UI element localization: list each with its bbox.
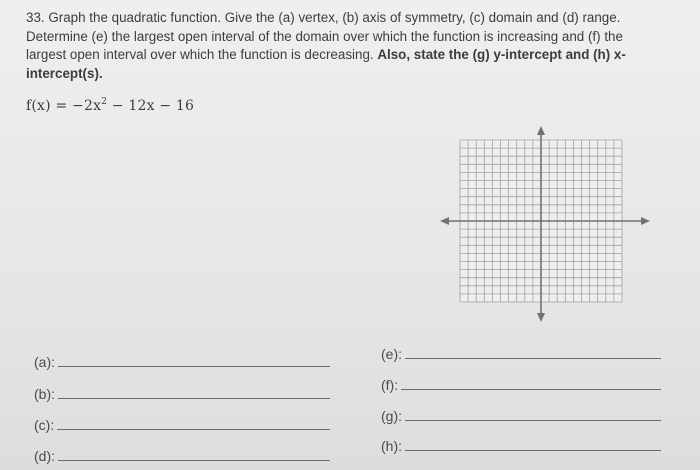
answer-d-blank[interactable] xyxy=(58,460,330,461)
answer-f-label: (f): xyxy=(381,377,399,393)
formula-exponent: 2 xyxy=(101,97,108,107)
y-axis-down-arrow-icon xyxy=(537,313,545,322)
answer-b-label: (b): xyxy=(34,386,55,402)
problem-number: 33. xyxy=(26,10,45,25)
answer-g-label: (g): xyxy=(381,408,402,424)
coordinate-grid xyxy=(440,126,650,322)
x-axis-left-arrow-icon xyxy=(440,217,449,225)
problem-text: Graph the quadratic function. Give the (a) vertex, (b) axis of symmetry, (c) domain and (d) range. Determine (e) the largest open interval of the domain over which the function is increasing and (f) the largest open interval over which the function is decreasing. xyxy=(26,10,623,62)
answer-d-label: (d): xyxy=(34,448,55,464)
coordinate-grid-svg xyxy=(440,126,650,322)
answer-e-blank[interactable] xyxy=(405,358,661,359)
answer-c xyxy=(34,417,330,433)
answer-a-label: (a): xyxy=(34,354,55,370)
answer-h-label: (h): xyxy=(381,438,402,454)
x-axis-right-arrow-icon xyxy=(641,217,650,225)
answer-f xyxy=(381,377,661,393)
answer-a-blank[interactable] xyxy=(58,366,330,367)
formula-rhs-b: − 12x − 16 xyxy=(107,98,195,114)
answer-f-blank[interactable] xyxy=(401,389,661,390)
formula-lhs: f(x) = xyxy=(26,98,73,114)
y-axis-up-arrow-icon xyxy=(537,126,545,135)
problem-text-bold: Also, state the (g) y-intercept and (h) x-intercept(s). xyxy=(26,47,626,81)
answer-c-blank[interactable] xyxy=(57,429,330,430)
formula-rhs-a: −2x xyxy=(72,98,102,114)
answer-c-label: (c): xyxy=(34,417,55,433)
function-formula xyxy=(26,97,194,114)
answer-e xyxy=(381,346,661,362)
answer-h-blank[interactable] xyxy=(405,450,661,451)
answer-e-label: (e): xyxy=(381,346,402,362)
answer-d xyxy=(34,448,330,464)
answer-b-blank[interactable] xyxy=(58,398,330,399)
answer-g-blank[interactable] xyxy=(405,420,661,421)
answer-b xyxy=(34,386,330,402)
answer-h xyxy=(381,438,661,454)
answer-g xyxy=(381,408,661,424)
answer-a xyxy=(34,354,330,370)
problem-statement xyxy=(26,9,642,83)
